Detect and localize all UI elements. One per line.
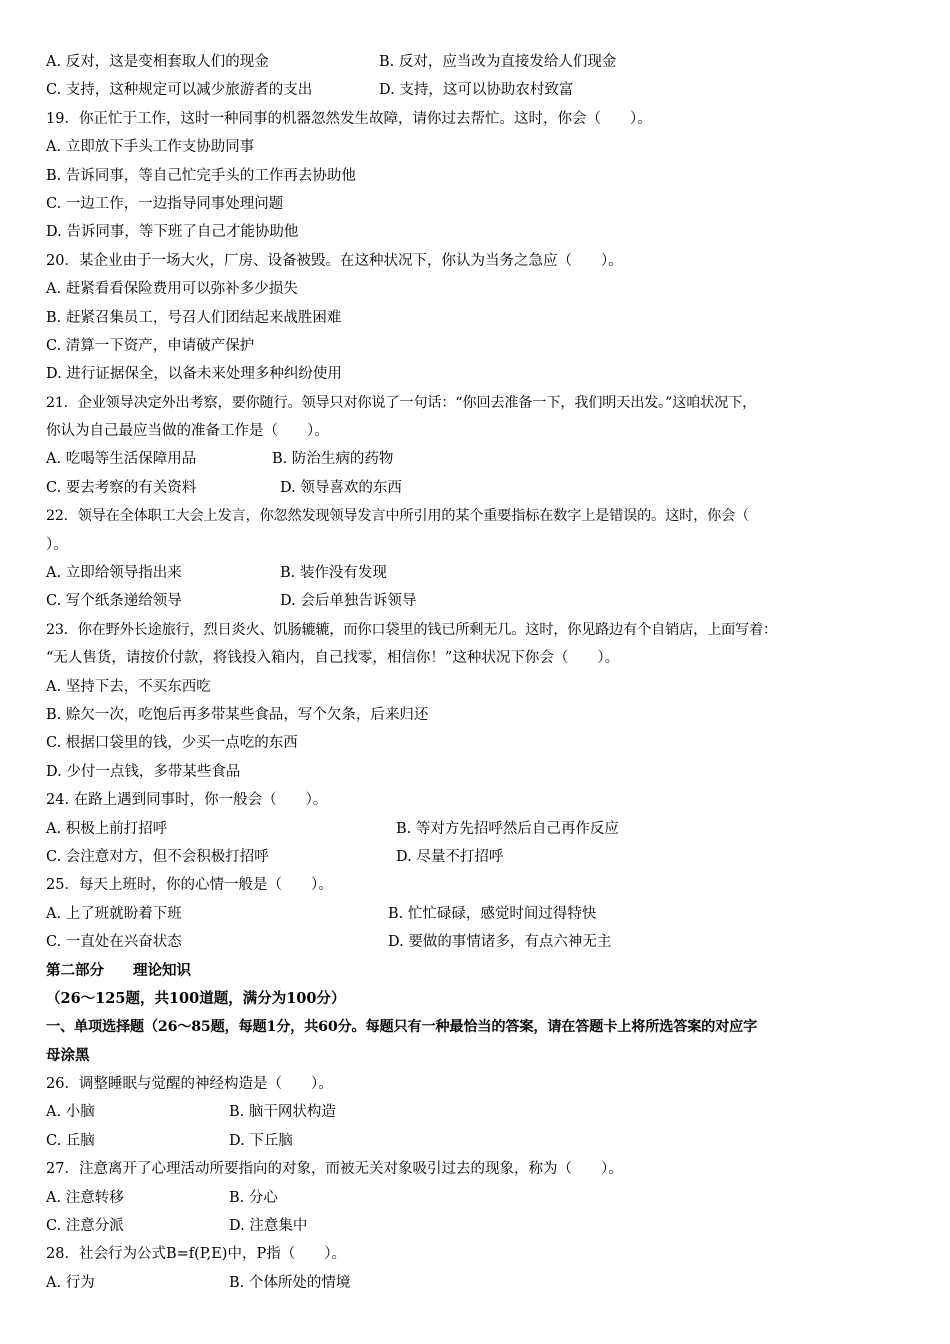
q26-options-row-1: [46, 1098, 914, 1126]
q19-option-c: C. 一边工作，一边指导同事处理问题: [46, 195, 284, 212]
q28-option-b: B. 个体所处的情境: [229, 1274, 351, 1291]
q18-options-row-2: [46, 76, 914, 104]
q22-option-a: A. 立即给领导指出来: [46, 565, 182, 582]
q24-option-d: D. 尽量不打招呼: [396, 848, 504, 865]
q21-option-b: B. 防治生病的药物: [272, 451, 394, 468]
q20-stem: 20．某企业由于一场大火，厂房、设备被毁。在这种状况下，你认为当务之急应（ ）。: [46, 252, 623, 269]
q24-options-row-1: [46, 815, 914, 843]
q23-option-d: D. 少付一点钱，多带某些食品: [46, 763, 241, 780]
q28-option-a: A. 行为: [46, 1274, 95, 1291]
q18-option-c: C. 支持，这种规定可以减少旅游者的支出: [46, 82, 313, 99]
q26-stem: 26．调整睡眠与觉醒的神经构造是（ ）。: [46, 1076, 333, 1093]
q25-option-b: B. 忙忙碌碌，感觉时间过得特快: [388, 905, 597, 922]
q21-stem-line-2: 你认为自己最应当做的准备工作是（ ）。: [46, 423, 329, 440]
q25-option-c: C. 一直处在兴奋状态: [46, 934, 182, 951]
q18-option-a: A. 反对，这是变相套取人们的现金: [46, 54, 269, 70]
q26-options-row-2: [46, 1127, 914, 1155]
q21-options-row-1: [46, 445, 914, 473]
q22-options-row-1: [46, 559, 914, 587]
q23-stem-line-1: 23．你在野外长途旅行，烈日炎火、饥肠辘辘，而你口袋里的钱已所剩无几。这时，你见路边有个自销店，上面写着：: [46, 621, 778, 638]
q28-stem: 28．社会行为公式B=f(P,E)中，P指（ ）。: [46, 1246, 346, 1263]
part2-title: 第二部分 理论知识: [46, 961, 191, 979]
q20-option-a: A. 赶紧看看保险费用可以弥补多少损失: [46, 281, 298, 298]
q22-stem-line-2: ）。: [46, 536, 68, 553]
section1-heading-line-2: 母涂黑: [46, 1046, 90, 1064]
q22-option-b: B. 装作没有发现: [280, 565, 387, 582]
q19-stem: 19．你正忙于工作，这时一种同事的机器忽然发生故障，请你过去帮忙。这时，你会（ ）。: [46, 110, 652, 127]
q23-option-c: C. 根据口袋里的钱，少买一点吃的东西: [46, 735, 298, 752]
q23-option-a: A. 坚持下去，不买东西吃: [46, 678, 211, 695]
q25-stem: 25．每天上班时，你的心情一般是（ ）。: [46, 877, 333, 894]
q27-options-row-1: [46, 1184, 914, 1212]
q24-option-b: B. 等对方先招呼然后自己再作反应: [396, 820, 619, 837]
q21-options-row-2: [46, 474, 914, 502]
q18-option-d: D. 支持，这可以协助农村致富: [379, 82, 574, 99]
q25-option-a: A. 上了班就盼着下班: [46, 905, 182, 922]
q26-option-d: D. 下丘脑: [229, 1132, 293, 1149]
q28-options-row-1: [46, 1269, 914, 1297]
q22-options-row-2: [46, 587, 914, 615]
q27-options-row-2: [46, 1212, 914, 1240]
q26-option-c: C. 丘脑: [46, 1132, 95, 1149]
q27-stem: 27．注意离开了心理活动所要指向的对象，而被无关对象吸引过去的现象，称为（ ）。: [46, 1161, 623, 1178]
q24-option-c: C. 会注意对方，但不会积极打招呼: [46, 848, 269, 865]
q18-option-b: B. 反对，应当改为直接发给人们现金: [379, 54, 617, 70]
q21-stem-line-1: 21．企业领导决定外出考察，要你随行。领导只对你说了一句话：“你回去准备一下，我们明天出发。”这咱状况下，: [46, 394, 757, 411]
q24-option-a: A. 积极上前打招呼: [46, 820, 168, 837]
q26-option-a: A. 小脑: [46, 1104, 95, 1121]
q20-option-c: C. 清算一下资产，申请破产保护: [46, 337, 255, 354]
q18-options-row-1: [46, 48, 914, 76]
q24-stem: 24. 在路上遇到同事时，你一般会（ ）。: [46, 792, 328, 809]
q24-options-row-2: [46, 843, 914, 871]
q21-option-d: D. 领导喜欢的东西: [280, 479, 402, 496]
q27-option-d: D. 注意集中: [229, 1218, 308, 1235]
q25-options-row-2: [46, 928, 914, 956]
q20-option-b: B. 赶紧召集员工，号召人们团结起来战胜困难: [46, 309, 342, 326]
q22-stem-line-1: 22．领导在全体职工大会上发言，你忽然发现领导发言中所引用的某个重要指标在数字上是错误的。这时，你会（: [46, 508, 750, 525]
q23-stem-line-2: “无人售货，请按价付款，将钱投入箱内，自己找零，相信你！”这种状况下你会（ ）。: [46, 650, 620, 667]
q27-option-a: A. 注意转移: [46, 1189, 124, 1206]
q19-option-a: A. 立即放下手头工作支协助同事: [46, 139, 255, 156]
q19-option-d: D. 告诉同事，等下班了自己才能协助他: [46, 224, 299, 241]
q22-option-c: C. 写个纸条递给领导: [46, 593, 182, 610]
q23-option-b: B. 赊欠一次，吃饱后再多带某些食品，写个欠条，后来归还: [46, 706, 429, 723]
q21-option-c: C. 要去考察的有关资料: [46, 479, 197, 496]
q19-option-b: B. 告诉同事，等自己忙完手头的工作再去协助他: [46, 167, 356, 184]
q27-option-c: C. 注意分派: [46, 1218, 124, 1235]
q22-option-d: D. 会后单独告诉领导: [280, 593, 417, 610]
section1-heading-line-1: 一、单项选择题（26～85题，每题1分，共60分。每题只有一种最恰当的答案，请在答题卡上将所选答案的对应字: [46, 1019, 758, 1036]
q25-options-row-1: [46, 900, 914, 928]
document-page: [46, 48, 914, 1297]
part2-range: （26～125题，共100道题，满分为100分）: [46, 989, 346, 1007]
q20-option-d: D. 进行证据保全，以备未来处理多种纠纷使用: [46, 366, 342, 383]
q25-option-d: D. 要做的事情诸多，有点六神无主: [388, 934, 612, 951]
q21-option-a: A. 吃喝等生活保障用品: [46, 451, 197, 468]
q27-option-b: B. 分心: [229, 1189, 278, 1206]
q26-option-b: B. 脑干网状构造: [229, 1104, 336, 1121]
